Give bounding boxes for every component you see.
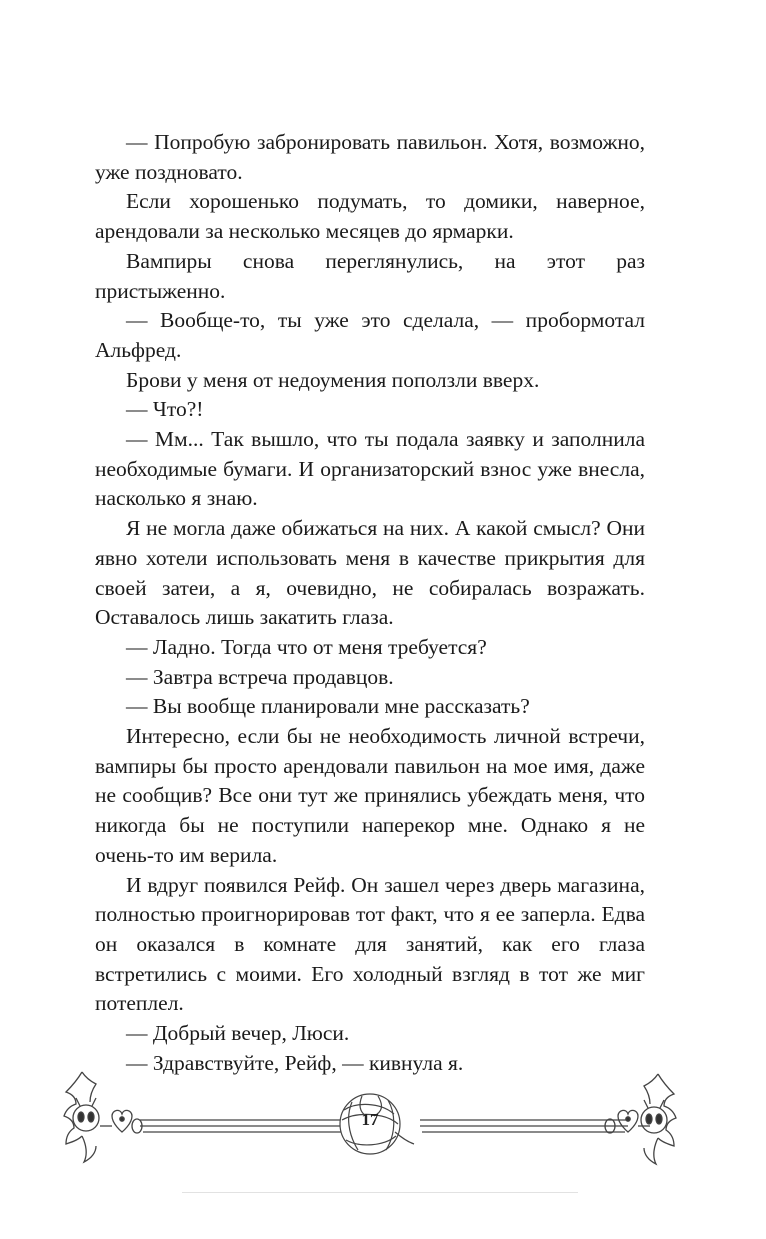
paragraph: Я не могла даже обижаться на них. А какой смысл? Они явно хотели использовать меня в качестве прикрытия для своей затеи, а я, очевидно, не собиралась возражать. Оставалось лишь закатить глаза.: [95, 516, 645, 630]
paragraph: Интересно, если бы не необходимость личной встречи, вампиры бы просто арендовали павильон на мое имя, даже не сообщив? Все они тут же принялись убеждать меня, что никогда бы не поступили наперекор мне. Однако я не очень-то им верила.: [95, 724, 645, 867]
paragraph: Вампиры снова переглянулись, на этот раз пристыженно.: [95, 248, 645, 303]
paragraph: — Вообще-то, ты уже это сделала, — пробормотал Альфред.: [95, 308, 645, 362]
heart-lock-left-icon: [100, 1110, 142, 1133]
paragraph: — Попробую забронировать павильон. Хотя, возможно, уже поздновато.: [95, 130, 645, 184]
paragraph: — Мм... Так вышло, что ты подала заявку и заполнила необходимые бумаги. И организаторский взнос уже внесла, насколько я знаю.: [95, 427, 645, 511]
paragraph: — Вы вообще планировали мне рассказать?: [126, 694, 530, 719]
paragraph: Если хорошенько подумать, то домики, наверное, арендовали за несколько месяцев до ярмарки.: [95, 189, 645, 244]
page-number: 17: [361, 1110, 379, 1129]
paragraph: — Завтра встреча продавцов.: [126, 664, 394, 689]
bottom-rule: [182, 1192, 578, 1193]
bat-left-icon: [64, 1072, 99, 1162]
paragraph: — Что?!: [126, 397, 204, 422]
paragraph: — Здравствуйте, Рейф, — кивнула я.: [126, 1050, 464, 1075]
paragraph: Брови у меня от недоумения поползли вверх.: [126, 367, 540, 392]
bat-right-icon: [641, 1074, 676, 1164]
paragraph: — Ладно. Тогда что от меня требуется?: [126, 634, 487, 659]
paragraph: И вдруг появился Рейф. Он зашел через дверь магазина, полностью проигнорировав тот факт, что я ее заперла. Едва он оказался в комнате для занятий, как его глаза встретились с моими. Его холодный взгляд в тот же миг потеплел.: [95, 872, 645, 1016]
book-text: [95, 128, 645, 1079]
paragraph: — Добрый вечер, Люси.: [126, 1021, 350, 1046]
